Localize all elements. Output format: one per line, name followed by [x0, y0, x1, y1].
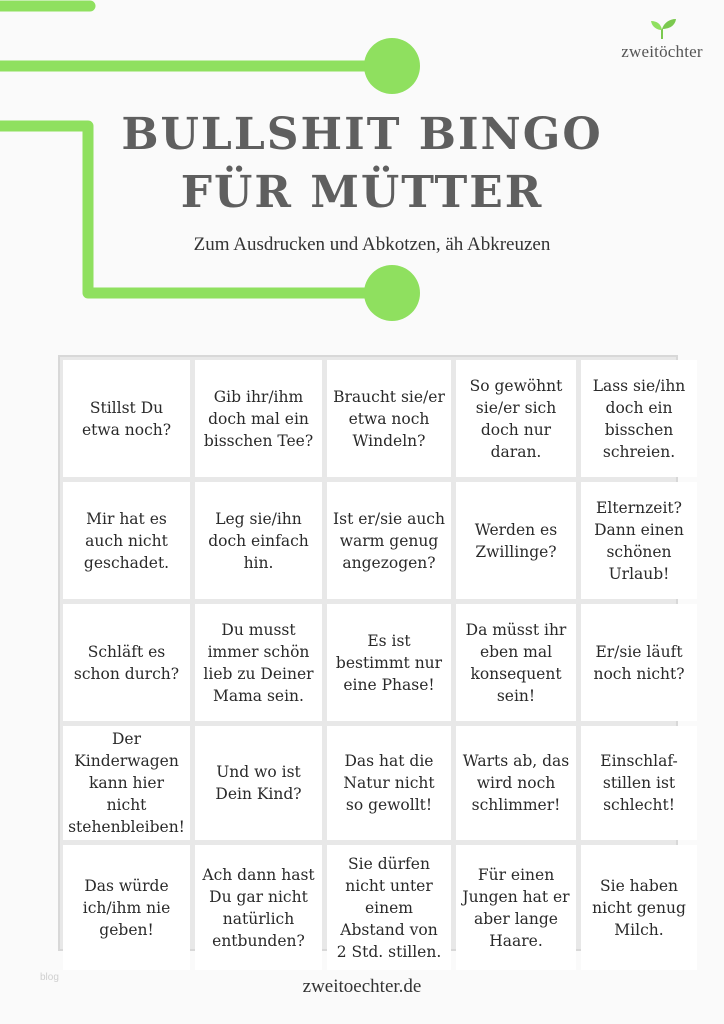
- bingo-cell[interactable]: Schläft es schon durch?: [63, 604, 190, 721]
- bingo-cell[interactable]: Das würde ich/ihm nie geben!: [63, 845, 190, 970]
- footer-url[interactable]: zweitoechter.de: [302, 976, 422, 997]
- bingo-cell[interactable]: Elternzeit? Dann einen schönen Urlaub!: [581, 482, 697, 599]
- upper-connector-dot: [364, 38, 420, 94]
- bingo-cell[interactable]: Lass sie/ihn doch ein bisschen schreien.: [581, 360, 697, 477]
- bingo-cell[interactable]: Und wo ist Dein Kind?: [195, 726, 322, 840]
- bingo-cell[interactable]: Mir hat es auch nicht geschadet.: [63, 482, 190, 599]
- bingo-grid: [58, 355, 686, 961]
- sprout-icon: [645, 18, 679, 40]
- bingo-cell[interactable]: Der Kinderwagen kann hier nicht stehenbleiben!: [63, 726, 190, 840]
- bingo-cell[interactable]: Werden es Zwillinge?: [456, 482, 576, 599]
- bingo-cell[interactable]: Warts ab, das wird noch schlimmer!: [456, 726, 576, 840]
- bingo-cell[interactable]: Da müsst ihr eben mal konsequent sein!: [456, 604, 576, 721]
- title-line-2: FÜR MÜTTER: [180, 167, 544, 218]
- brand-name: zweitöchter: [621, 42, 703, 61]
- title-line-1: BULLSHIT BINGO: [121, 109, 603, 160]
- brand-logo: [614, 18, 710, 62]
- bingo-cell[interactable]: Sie dürfen nicht unter einem Abstand von 2 Std. stillen.: [327, 845, 451, 970]
- bingo-cell[interactable]: Für einen Jungen hat er aber lange Haare.: [456, 845, 576, 970]
- bingo-cell[interactable]: Braucht sie/er etwa noch Windeln?: [327, 360, 451, 477]
- bingo-cell[interactable]: Sie haben nicht genug Milch.: [581, 845, 697, 970]
- page-title: [60, 106, 664, 222]
- bingo-cell[interactable]: Gib ihr/ihm doch mal ein bisschen Tee?: [195, 360, 322, 477]
- bingo-cell[interactable]: Es ist bestimmt nur eine Phase!: [327, 604, 451, 721]
- bingo-cell[interactable]: Du musst immer schön lieb zu Deiner Mama sein.: [195, 604, 322, 721]
- lower-connector-dot: [364, 265, 420, 321]
- bingo-cell[interactable]: Ach dann hast Du gar nicht natürlich entbunden?: [195, 845, 322, 970]
- page-subtitle: Zum Ausdrucken und Abkotzen, äh Abkreuzen: [193, 234, 551, 255]
- bingo-cell[interactable]: Einschlaf-stillen ist schlecht!: [581, 726, 697, 840]
- bingo-cell[interactable]: Er/sie läuft noch nicht?: [581, 604, 697, 721]
- bingo-cell[interactable]: Ist er/sie auch warm genug angezogen?: [327, 482, 451, 599]
- watermark-text: blog: [40, 972, 59, 983]
- bingo-cell[interactable]: Leg sie/ihn doch einfach hin.: [195, 482, 322, 599]
- bingo-cell[interactable]: So gewöhnt sie/er sich doch nur daran.: [456, 360, 576, 477]
- bingo-cell[interactable]: Das hat die Natur nicht so gewollt!: [327, 726, 451, 840]
- bingo-cell[interactable]: Stillst Du etwa noch?: [63, 360, 190, 477]
